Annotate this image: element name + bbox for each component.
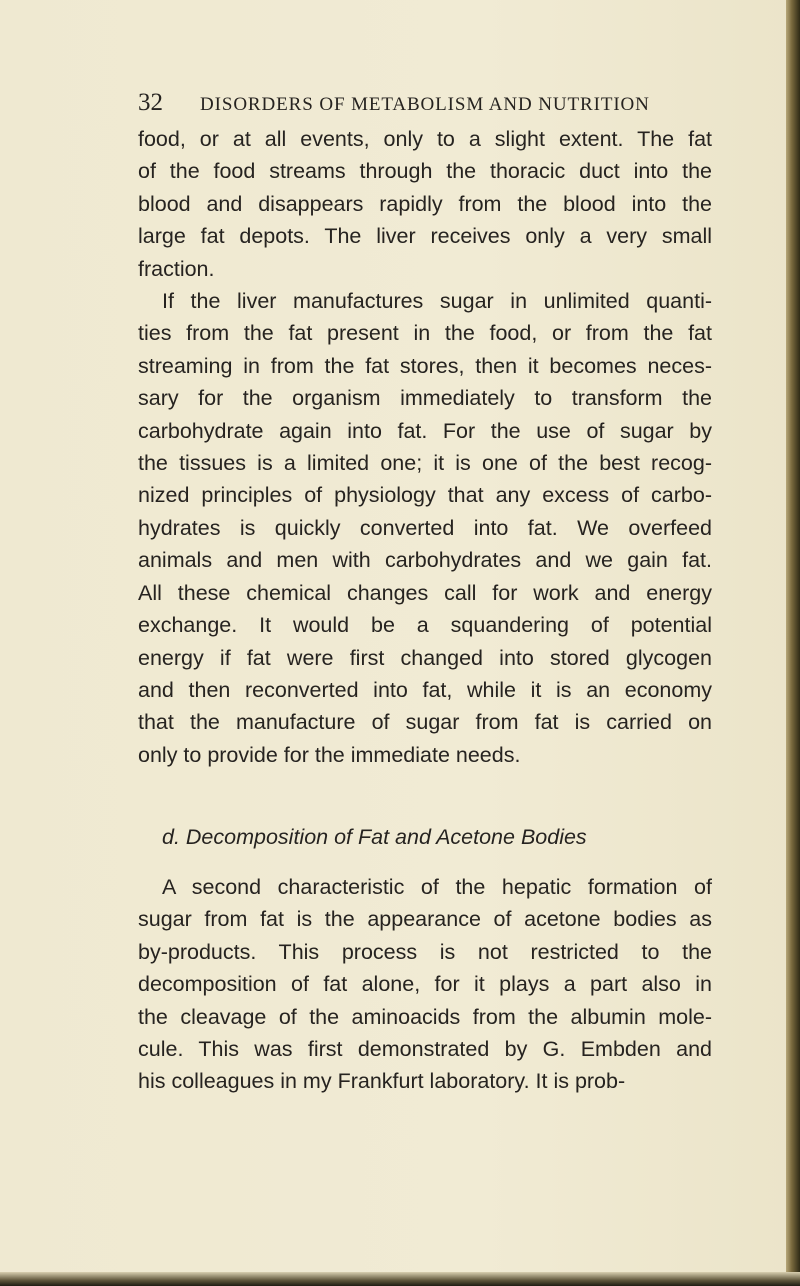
text-line: that the manufacture of sugar from fat is carried on bbox=[138, 710, 712, 735]
text-line: cule. This was first demonstrated by G. Embden and bbox=[138, 1037, 712, 1062]
text-line: of the food streams through the thoracic duct into the bbox=[138, 159, 712, 184]
text-line: hydrates is quickly converted into fat. We overfeed bbox=[138, 515, 712, 540]
text-line: ties from the fat present in the food, or from the fat bbox=[138, 321, 712, 346]
text-line: only to provide for the immediate needs. bbox=[138, 742, 521, 767]
paragraph-3 bbox=[138, 871, 712, 1098]
text-line: animals and men with carbohydrates and we gain fat. bbox=[138, 548, 712, 573]
text-line: If the liver manufactures sugar in unlimited quanti- bbox=[162, 289, 712, 314]
body-text-continued bbox=[138, 871, 712, 1098]
text-line: energy if fat were first changed into stored glycogen bbox=[138, 645, 712, 670]
page-edge-right bbox=[786, 0, 800, 1286]
text-line: carbohydrate again into fat. For the use of sugar by bbox=[138, 418, 712, 443]
page-header bbox=[138, 86, 698, 120]
text-line: exchange. It would be a squandering of potential bbox=[138, 613, 712, 638]
text-line: A second characteristic of the hepatic formation of bbox=[162, 875, 712, 899]
text-line: his colleagues in my Frankfurt laboratory. It is prob- bbox=[138, 1069, 626, 1094]
paragraph-1 bbox=[138, 123, 712, 285]
page-edge-bottom bbox=[0, 1272, 800, 1286]
text-line: large fat depots. The liver receives only a very small bbox=[138, 224, 712, 249]
text-line: sary for the organism immediately to transform the bbox=[138, 386, 712, 411]
section-title: d. Decomposition of Fat and Acetone Bodies bbox=[162, 825, 587, 849]
text-line: by-products. This process is not restricted to the bbox=[138, 939, 712, 964]
text-line: the cleavage of the aminoacids from the albumin mole- bbox=[138, 1004, 712, 1029]
text-line: decomposition of fat alone, for it plays a part also in bbox=[138, 972, 712, 997]
page-number: 32 bbox=[138, 89, 163, 116]
paragraph-2 bbox=[138, 285, 712, 771]
text-line: food, or at all events, only to a slight extent. The fat bbox=[138, 127, 712, 151]
running-title: DISORDERS OF METABOLISM AND NUTRITION bbox=[200, 94, 650, 115]
text-line: blood and disappears rapidly from the blood into the bbox=[138, 191, 712, 216]
text-line: and then reconverted into fat, while it is an economy bbox=[138, 677, 712, 702]
text-line: sugar from fat is the appearance of acetone bodies as bbox=[138, 907, 712, 932]
body-text bbox=[138, 123, 712, 771]
text-line: streaming in from the fat stores, then it becomes neces- bbox=[138, 353, 712, 378]
text-line: fraction. bbox=[138, 256, 215, 281]
text-line: the tissues is a limited one; it is one of the best recog- bbox=[138, 451, 712, 476]
text-line: nized principles of physiology that any excess of carbo- bbox=[138, 483, 712, 508]
text-line: All these chemical changes call for work and energy bbox=[138, 580, 712, 605]
